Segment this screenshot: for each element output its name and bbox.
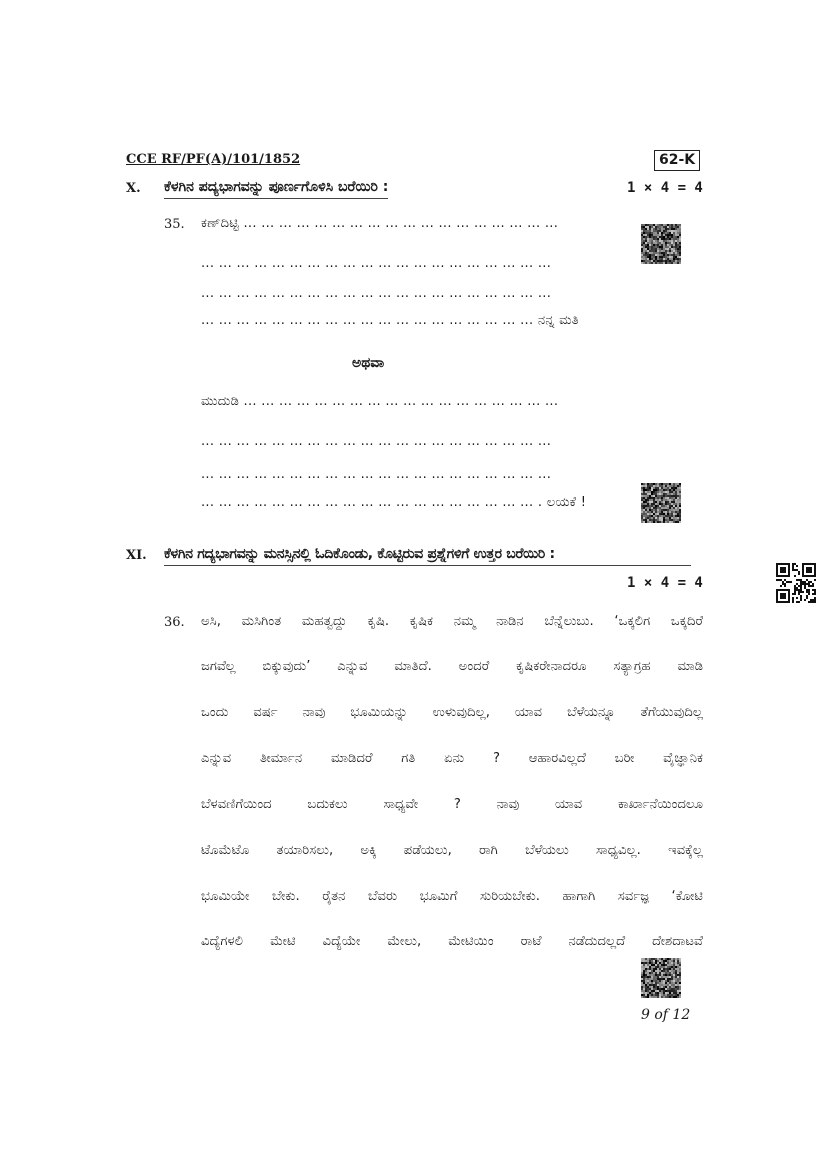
section-xi-instruction: ಕೆಳಗಿನ ಗದ್ಯಭಾಗವನ್ನು ಮನಸ್ಸಿನಲ್ಲಿ ಓದಿಕೊಂಡು, ಕೊಟ್ಟಿರುವ ಪ್ರಶ್ನೆಗಳಿಗೆ ಉತ್ತರ ಬರೆಯಿರಿ : [164,546,691,566]
page-number: 9 of 12 [641,1007,691,1023]
qr-code-margin [776,563,816,603]
poem-alt-line-2: ... ... ... ... ... ... ... ... ... ... ... ... ... ... ... ... ... ... ... ... [201,434,552,449]
qr-code-answer-box-35a [641,224,681,264]
passage-line-4: ಎನ್ನುವ ತೀರ್ಮಾನ ಮಾಡಿದರೆ ಗತಿ ಏನು ? ಆಹಾರವಿಲ್ಲದೆ ಬರೀ ವೈಜ್ಞಾನಿಕ [201,751,703,766]
qr-code-answer-box-35b [641,483,681,523]
passage-line-1: ಅಸಿ, ಮಸಿಗಿಂತ ಮಹತ್ವದ್ದು ಕೃಷಿ. ಕೃಷಿಕ ನಮ್ಮ ನಾಡಿನ ಬೆನ್ನೆಲುಬು. ‘ಒಕ್ಕಲಿಗ ಒಕ್ಕದಿರೆ [201,614,703,629]
paper-code: CCE RF/PF(A)/101/1852 [126,152,301,167]
poem-alt-line-3: ... ... ... ... ... ... ... ... ... ... ... ... ... ... ... ... ... ... ... ... [201,467,552,482]
section-xi-marks: 1 × 4 = 4 [627,575,703,591]
poem-line-4: ... ... ... ... ... ... ... ... ... ... ... ... ... ... ... ... ... ... ... ನನ್ನ ಮತಿ [201,313,579,328]
passage-line-8: ವಿದ್ಯೆಗಳಲಿ ಮೇಟಿ ವಿದ್ಯೆಯೇ ಮೇಲು, ಮೇಟಿಯಿಂ ರಾಟೆ ನಡೆದುದಲ್ಲದೆ ದೇಶದಾಟವೆ [201,934,703,949]
section-x-instruction: ಕೆಳಗಿನ ಪದ್ಯಭಾಗವನ್ನು ಪೂರ್ಣಗೊಳಿಸಿ ಬರೆಯಿರಿ : [164,179,388,199]
question-36-number: 36. [164,615,185,630]
qr-code-answer-box-36 [641,958,681,998]
section-x-marks: 1 × 4 = 4 [627,180,703,196]
or-label: ಅಥವಾ [352,355,385,371]
passage-line-6: ಟೊಮೆಟೊ ತಯಾರಿಸಲು, ಅಕ್ಕಿ ಪಡೆಯಲು, ರಾಗಿ ಬೆಳೆಯಲು ಸಾಧ್ಯವಿಲ್ಲ. ಇವಕ್ಕೆಲ್ಲ [201,843,703,858]
passage-line-7: ಭೂಮಿಯೇ ಬೇಕು. ರೈತನ ಬೆವರು ಭೂಮಿಗೆ ಸುರಿಯಬೇಕು. ಹಾಗಾಗಿ ಸರ್ವಜ್ಞ ‘ಕೋಟಿ [201,889,703,904]
question-35-number: 35. [164,217,185,232]
passage-line-5: ಬೆಳವಣಿಗೆಯಿಂದ ಬದುಕಲು ಸಾಧ್ಯವೇ ? ನಾವು ಯಾವ ಕಾರ್ಖಾನೆಯಿಂದಲೂ [201,797,703,812]
poem-line-2: ... ... ... ... ... ... ... ... ... ... ... ... ... ... ... ... ... ... ... ... [201,256,552,271]
poem-line-3: ... ... ... ... ... ... ... ... ... ... ... ... ... ... ... ... ... ... ... ... [201,286,552,301]
section-xi-roman: XI. [126,548,147,563]
passage-line-2: ಜಗವೆಲ್ಲ ಬಿಕ್ಕುವುದು’ ಎನ್ನುವ ಮಾತಿದೆ. ಅಂದರೆ ಕೃಷಿಕರೇನಾದರೂ ಸತ್ಯಾಗ್ರಹ ಮಾಡಿ [201,659,703,674]
poem-alt-line-1: ಮುದುಡಿ ... ... ... ... ... ... ... ... ... ... ... ... ... ... ... ... ... ... [201,394,559,409]
subject-code-box: 62-K [654,150,700,171]
passage-line-3: ಒಂದು ವರ್ಷ ನಾವು ಭೂಮಿಯನ್ನು ಉಳುವುದಿಲ್ಲ, ಯಾವ ಬೆಳೆಯನ್ನೂ ತೆಗೆಯುವುದಿಲ್ಲ [201,705,703,720]
poem-line-1: ಕಣ್‌ದಿಟ್ಟಿ ... ... ... ... ... ... ... ... ... ... ... ... ... ... ... ... ... ... [201,216,559,231]
section-x-roman: X. [126,181,141,196]
poem-alt-line-4: ... ... ... ... ... ... ... ... ... ... ... ... ... ... ... ... ... ... ... . ಲಯಕೆ ! [201,495,587,510]
